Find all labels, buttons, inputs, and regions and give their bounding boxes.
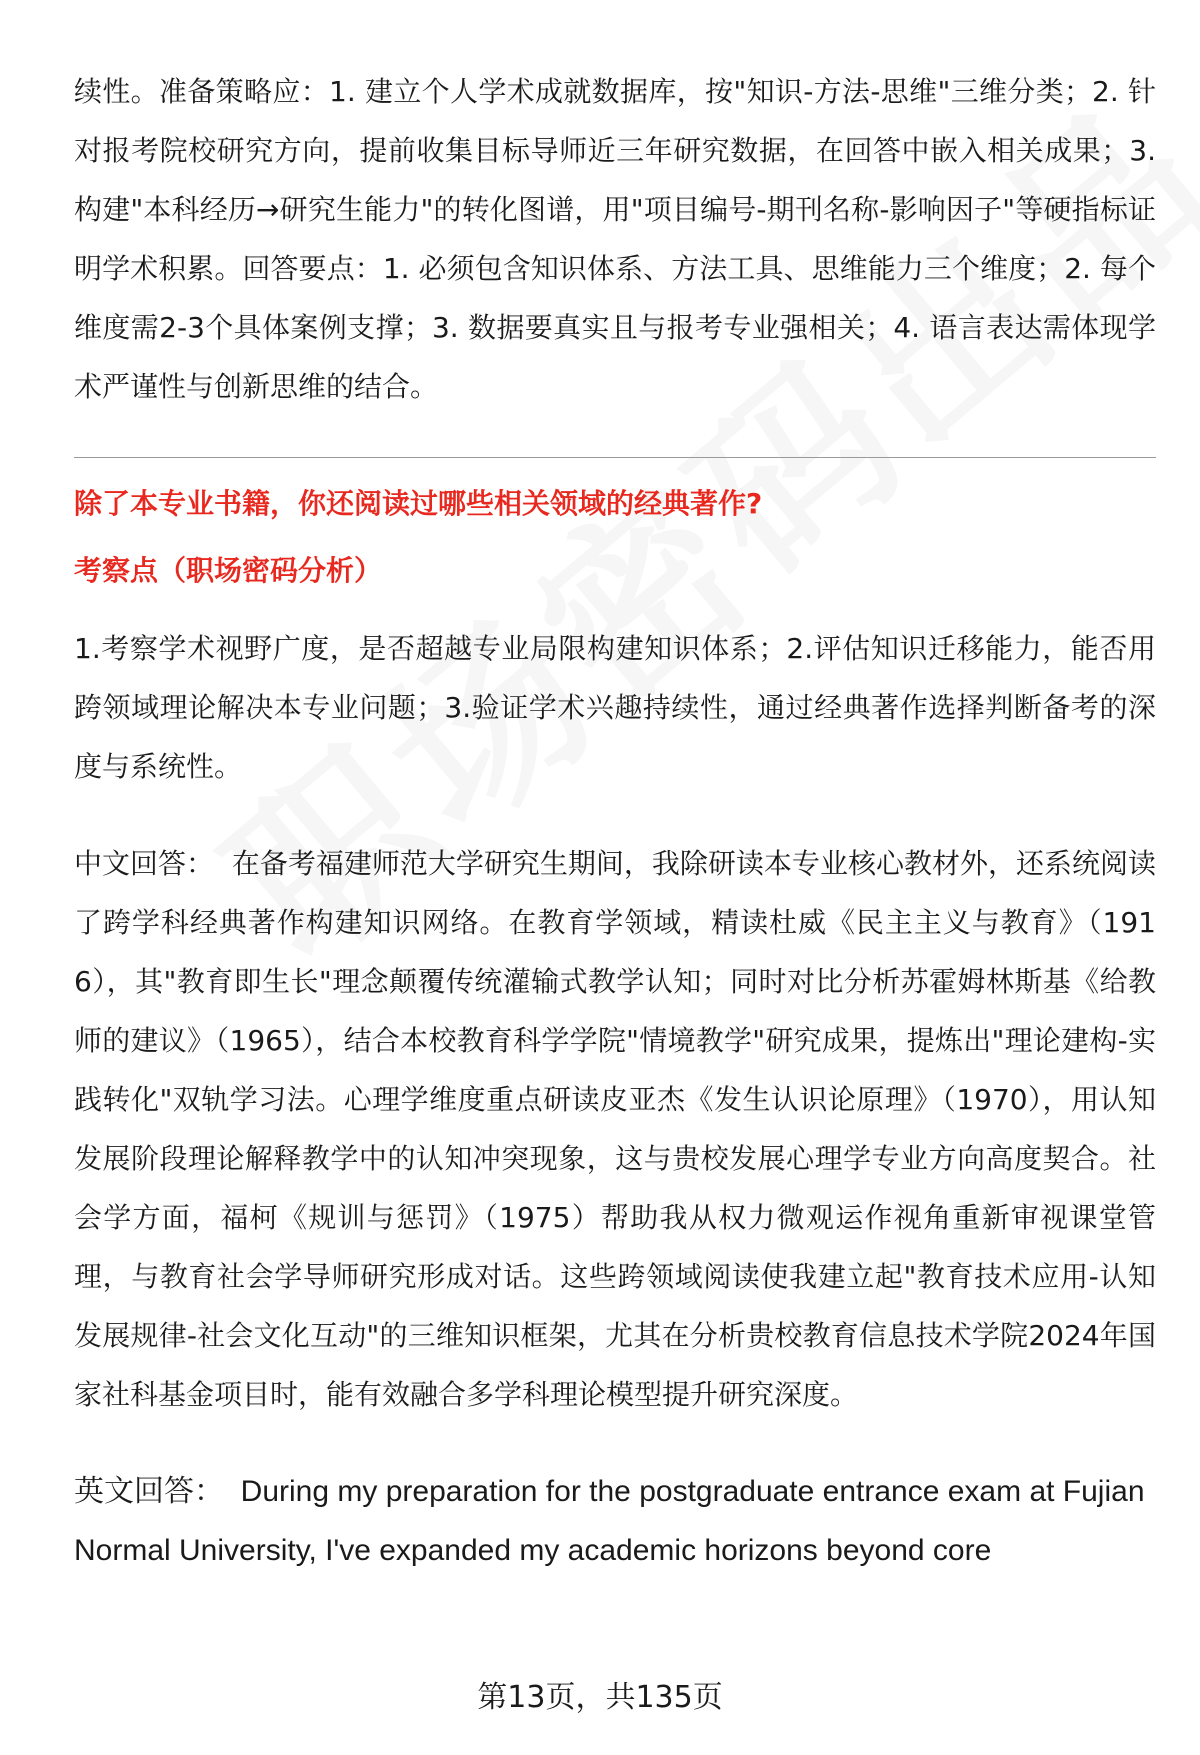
question-heading: 除了本专业书籍，你还阅读过哪些相关领域的经典著作? [74,487,763,520]
page-footer: 第13页，共135页 [477,1680,723,1715]
chinese-answer: 中文回答： 在备考福建师范大学研究生期间，我除研读本专业核心教材外，还系统阅读了跨学科经典著作构建知识网络。在教育学领域，精读杜威《民主主义与教育》（1916），其"教育即生长"理念颠覆传统灌输式教学认知；同时对比分析苏霍姆林斯基《给教师的建议》（1965），结合本校教育科学学院"情境教学"研究成果，提炼出"理论建构-实践转化"双轨学习法。心理学维度重点研读皮亚杰《发生认识论原理》（1970），用认知发展阶段理论解释教学中的认知冲突现象，这与贵校发展心理学专业方向高度契合。社会学方面，福柯《规训与惩罚》（1975）帮助我从权力微观运作视角重新审视课堂管理，与教育社会学导师研究形成对话。这些跨领域阅读使我建立起"教育技术应用-认知发展规律-社会文化互动"的三维知识框架，尤其在分析贵校教育信息技术学院2024年国家社科基金项目时，能有效融合多学科理论模型提升研究深度。 [74,847,1156,1411]
focus-heading: 考察点（职场密码分析） [74,554,383,587]
english-answer: 英文回答： During my preparation for the postgraduate entrance exam at Fujian Normal University, I've expanded my academic horizons beyond core [74,1475,1153,1567]
intro-paragraph: 续性。准备策略应：1. 建立个人学术成就数据库，按"知识-方法-思维"三维分类；2. 针对报考院校研究方向，提前收集目标导师近三年研究数据，在回答中嵌入相关成果；3. 构建"本科经历→研究生能力"的转化图谱，用"项目编号-期刊名称-影响因子"等硬指标证明学术积累。回答要点：1. 必须包含知识体系、方法工具、思维能力三个维度；2. 每个维度需2-3个具体案例支撑；3. 数据要真实且与报考专业强相关；4. 语言表达需体现学术严谨性与创新思维的结合。 [74,75,1165,403]
focus-text: 1.考察学术视野广度，是否超越专业局限构建知识体系；2.评估知识迁移能力，能否用跨领域理论解决本专业问题；3.验证学术兴趣持续性，通过经典著作选择判断备考的深度与系统性。 [74,632,1156,783]
section-divider [74,457,1156,458]
document-page [74,62,1165,1580]
